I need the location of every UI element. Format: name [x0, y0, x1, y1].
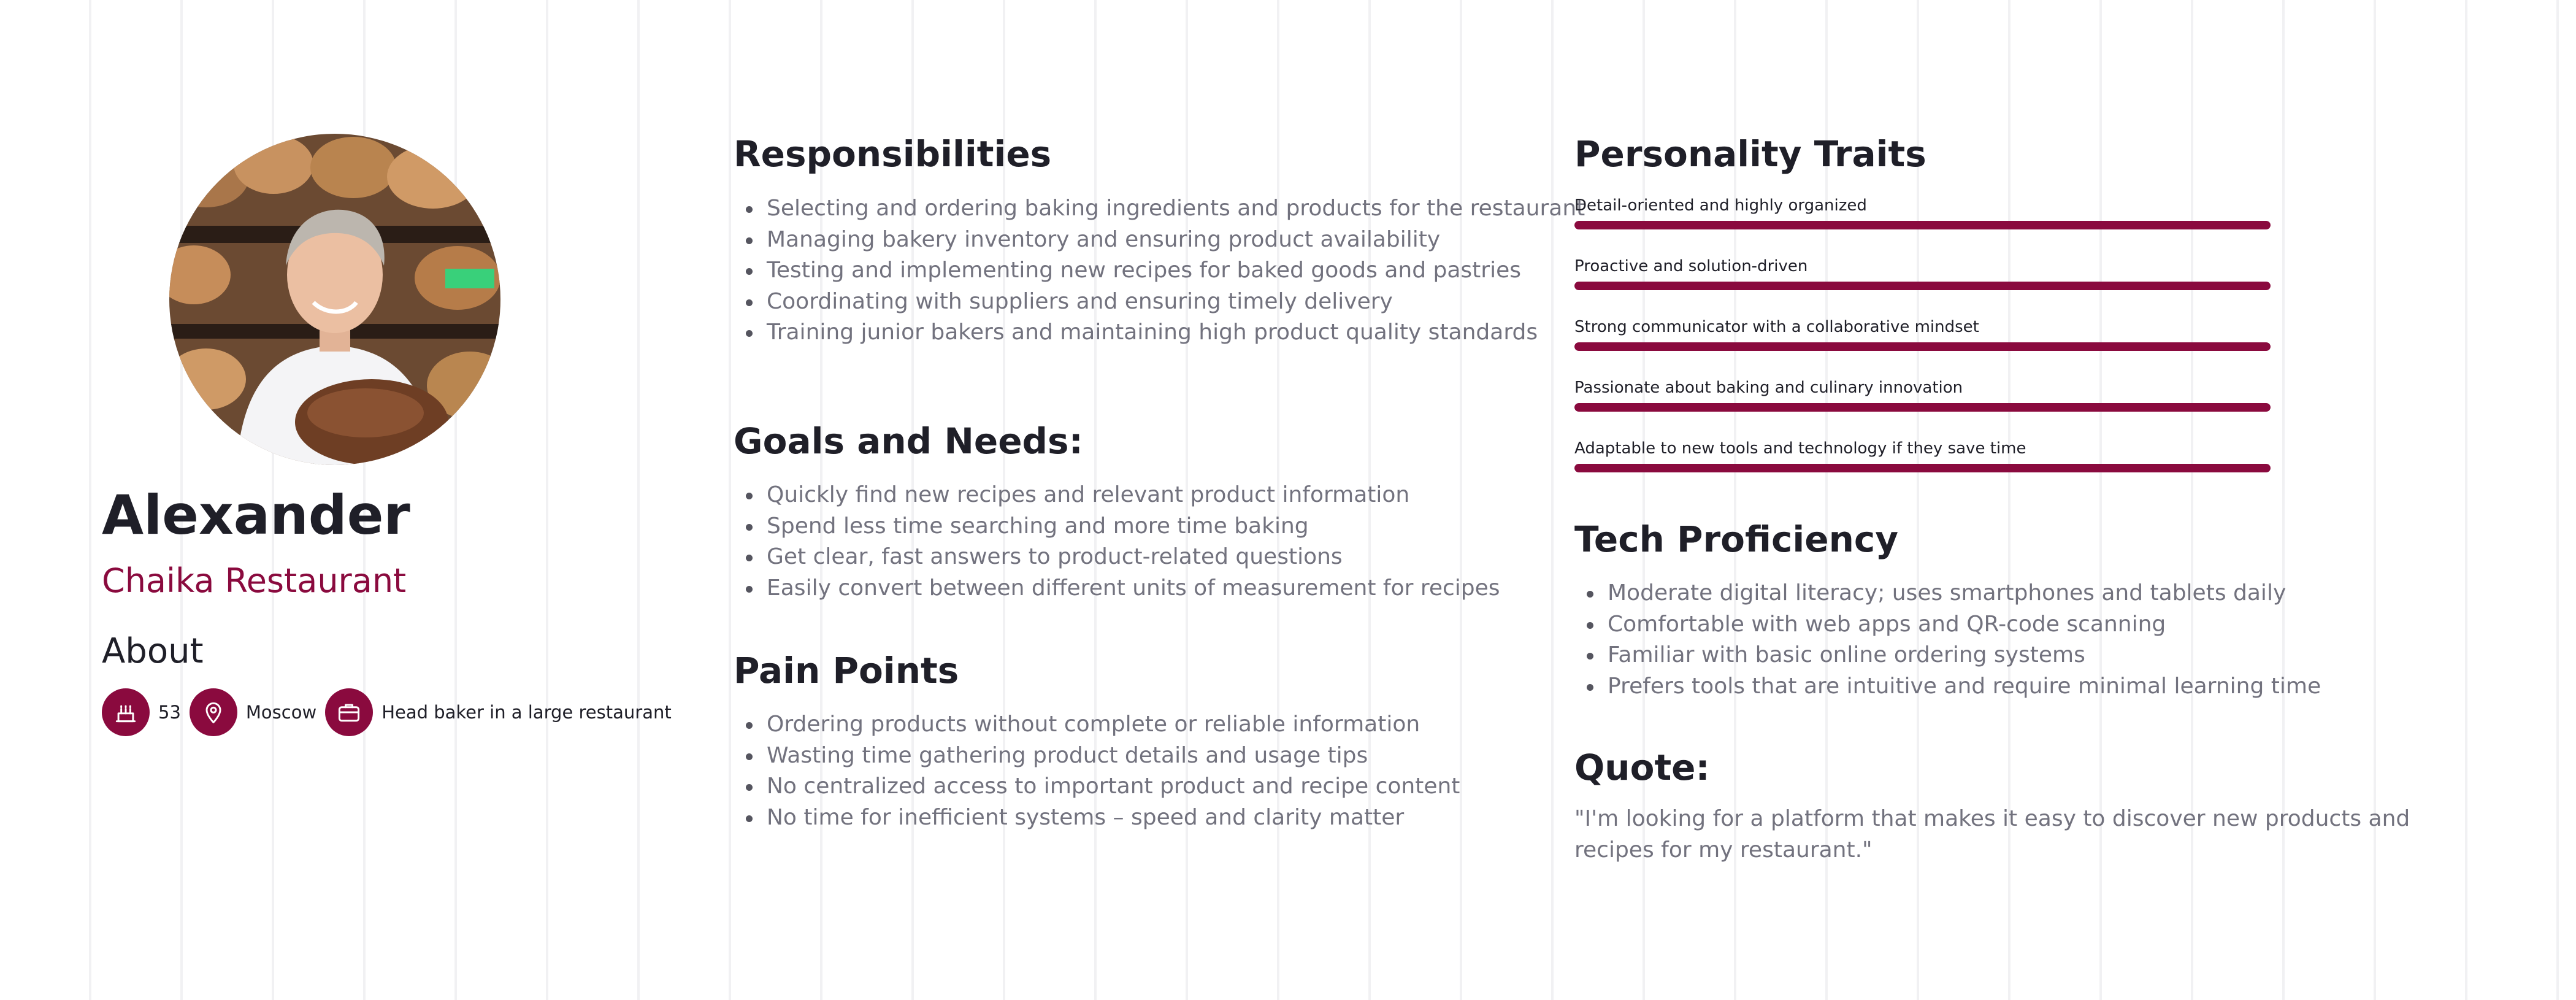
list-item: Comfortable with web apps and QR-code scanning	[1574, 609, 2321, 640]
fact-location	[190, 688, 316, 736]
trait-bar	[1574, 464, 2271, 472]
personality-title: Personality Traits	[1574, 133, 1926, 175]
trait-label: Passionate about baking and culinary innovation	[1574, 379, 1963, 397]
trait-item	[1574, 256, 2271, 317]
trait-item	[1574, 317, 2271, 377]
tech-title: Tech Proficiency	[1574, 518, 1899, 560]
list-item: Moderate digital literacy; uses smartphones and tablets daily	[1574, 578, 2321, 609]
personality-traits	[1574, 195, 2271, 499]
quote-text: "I'm looking for a platform that makes it easy to discover new products and recipes for my restaurant."	[1574, 806, 2410, 863]
persona-name: Alexander	[102, 483, 410, 547]
list-item: Coordinating with suppliers and ensuring timely delivery	[734, 287, 1585, 318]
goals-title: Goals and Needs:	[734, 420, 1083, 462]
about-title: About	[102, 631, 204, 671]
persona-company: Chaika Restaurant	[102, 561, 407, 600]
trait-bar-fill	[1574, 403, 2271, 412]
fact-age-text: 53	[158, 702, 181, 723]
list-item: Familiar with basic online ordering systems	[1574, 640, 2321, 671]
list-item: Get clear, fast answers to product-related questions	[734, 542, 1500, 573]
list-item: Wasting time gathering product details and usage tips	[734, 740, 1460, 772]
responsibilities-list	[734, 193, 1585, 348]
trait-bar	[1574, 403, 2271, 412]
fact-job-text: Head baker in a large restaurant	[381, 702, 672, 723]
trait-bar	[1574, 342, 2271, 351]
trait-bar-fill	[1574, 282, 2271, 290]
trait-bar-fill	[1574, 221, 2271, 229]
list-item: Testing and implementing new recipes for baked goods and pastries	[734, 255, 1585, 287]
list-item: No centralized access to important product and recipe content	[734, 771, 1460, 802]
trait-label: Proactive and solution-driven	[1574, 257, 1808, 275]
fact-age	[102, 688, 181, 736]
about-facts	[102, 688, 680, 736]
birthday-cake-icon	[102, 688, 150, 736]
trait-bar	[1574, 282, 2271, 290]
goals-list	[734, 480, 1500, 604]
fact-location-text: Moscow	[245, 702, 317, 723]
list-item: Quickly find new recipes and relevant product information	[734, 480, 1500, 511]
responsibilities-title: Responsibilities	[734, 133, 1052, 175]
pain-points-list	[734, 709, 1460, 833]
trait-item	[1574, 377, 2271, 438]
location-pin-icon	[190, 688, 237, 736]
pain-points-title: Pain Points	[734, 650, 959, 691]
list-item: Easily convert between different units of measurement for recipes	[734, 573, 1500, 604]
trait-label: Adaptable to new tools and technology if they save time	[1574, 439, 2026, 458]
trait-item	[1574, 438, 2271, 499]
fact-job	[325, 688, 672, 736]
briefcase-icon	[325, 688, 373, 736]
list-item: Ordering products without complete or reliable information	[734, 709, 1460, 740]
list-item: Selecting and ordering baking ingredients and products for the restaurant	[734, 193, 1585, 225]
trait-bar-fill	[1574, 464, 2271, 472]
trait-bar	[1574, 221, 2271, 229]
list-item: Training junior bakers and maintaining high product quality standards	[734, 317, 1585, 348]
list-item: Managing bakery inventory and ensuring product availability	[734, 225, 1585, 256]
list-item: Prefers tools that are intuitive and require minimal learning time	[1574, 671, 2321, 702]
profile-photo	[169, 134, 500, 465]
trait-item	[1574, 195, 2271, 256]
list-item: No time for inefficient systems – speed and clarity matter	[734, 802, 1460, 834]
trait-label: Strong communicator with a collaborative mindset	[1574, 318, 1979, 336]
trait-bar-fill	[1574, 342, 2271, 351]
list-item: Spend less time searching and more time baking	[734, 511, 1500, 542]
tech-list	[1574, 578, 2321, 702]
quote-title: Quote:	[1574, 747, 1710, 788]
trait-label: Detail-oriented and highly organized	[1574, 196, 1867, 215]
